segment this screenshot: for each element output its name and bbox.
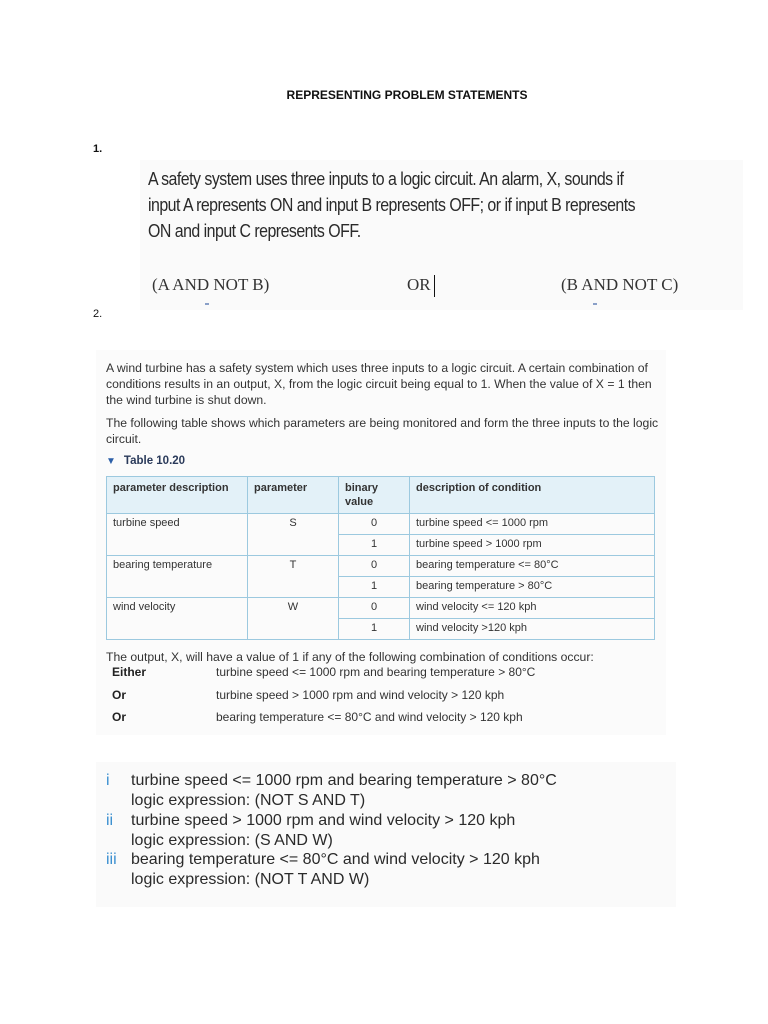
- condition-text: turbine speed > 1000 rpm and wind velocity > 120 kph: [216, 688, 505, 702]
- table-header: parameter description: [107, 477, 248, 514]
- table-cell: [107, 535, 248, 556]
- condition-text: turbine speed <= 1000 rpm and bearing temperature > 80°C: [216, 665, 536, 679]
- table-cell: 0: [339, 514, 410, 535]
- table-cell: 0: [339, 598, 410, 619]
- triangle-down-icon: ▼: [106, 456, 116, 467]
- table-header: description of condition: [410, 477, 655, 514]
- table-row: [107, 556, 655, 577]
- table-cell: turbine speed <= 1000 rpm: [410, 514, 655, 535]
- answer-condition: [106, 850, 540, 870]
- answer-condition: [106, 811, 515, 831]
- answer-condition: [106, 771, 557, 791]
- answer-expression: [106, 870, 369, 890]
- scan-mark: [593, 303, 597, 305]
- table-cell: T: [248, 556, 339, 577]
- table-cell: 1: [339, 535, 410, 556]
- answer-expression: [106, 791, 365, 811]
- table-caption: [106, 455, 185, 467]
- roman-numeral: iii: [106, 851, 117, 868]
- answer-expression-text: logic expression: (NOT T AND W): [131, 871, 370, 888]
- table-row: [107, 619, 655, 640]
- question-2-paragraph-2: The following table shows which parameters are being monitored and form the three inputs to the logic circuit.: [106, 416, 659, 446]
- condition-keyword: Either: [112, 665, 147, 679]
- answer-expression: [106, 831, 333, 851]
- table-cell: bearing temperature: [107, 556, 248, 577]
- expression-left: (A AND NOT B): [152, 275, 270, 294]
- parameters-table: [106, 476, 655, 640]
- table-cell: 1: [339, 577, 410, 598]
- question-1-text: A safety system uses three inputs to a logic circuit. An alarm, X, sounds if input A represents ON and input B represents OFF; or if input B represents ON and input C represents OFF.: [148, 168, 636, 241]
- answer-condition-text: turbine speed <= 1000 rpm and bearing temperature > 80°C: [131, 772, 557, 789]
- condition-row: [112, 688, 504, 702]
- table-cell: [248, 535, 339, 556]
- table-caption-text: Table 10.20: [123, 455, 186, 467]
- table-cell: 0: [339, 556, 410, 577]
- condition-row: [112, 710, 523, 724]
- expression-or: OR: [407, 275, 431, 294]
- condition-keyword: Or: [112, 688, 127, 702]
- condition-text: bearing temperature <= 80°C and wind velocity > 120 kph: [216, 710, 523, 724]
- question-2-number: 2.: [93, 308, 103, 320]
- table-row: [107, 535, 655, 556]
- table-cell: 1: [339, 619, 410, 640]
- table-row: [107, 598, 655, 619]
- table-row: [107, 514, 655, 535]
- condition-keyword: Or: [112, 710, 127, 724]
- answer-expression-text: logic expression: (NOT S AND T): [131, 792, 366, 809]
- expression-right: (B AND NOT C): [561, 275, 679, 294]
- question-1-number: 1.: [93, 143, 103, 155]
- roman-numeral: i: [106, 772, 110, 789]
- answer-condition-text: turbine speed > 1000 rpm and wind velocity > 120 kph: [131, 812, 516, 829]
- table-cell: S: [248, 514, 339, 535]
- table-header-row: [107, 477, 655, 514]
- question-2-paragraph-1: A wind turbine has a safety system which uses three inputs to a logic circuit. A certain combination of conditions results in an output, X, from the logic circuit being equal to 1. When the value of X = 1 then the wind turbine is shut down.: [106, 361, 652, 407]
- answer-expression-text: logic expression: (S AND W): [131, 832, 333, 849]
- table-cell: wind velocity: [107, 598, 248, 619]
- table-header: parameter: [248, 477, 339, 514]
- table-cell: W: [248, 598, 339, 619]
- text-cursor: [434, 275, 435, 297]
- question-2-paragraph-3: The output, X, will have a value of 1 if any of the following combination of conditions occur:: [106, 650, 594, 664]
- roman-numeral: ii: [106, 812, 114, 829]
- table-cell: [107, 577, 248, 598]
- table-cell: turbine speed: [107, 514, 248, 535]
- table-cell: turbine speed > 1000 rpm: [410, 535, 655, 556]
- scan-mark: [205, 303, 209, 305]
- table-cell: [107, 619, 248, 640]
- table-row: [107, 577, 655, 598]
- table-header: binary value: [339, 477, 410, 514]
- table-cell: [248, 619, 339, 640]
- answer-condition-text: bearing temperature <= 80°C and wind velocity > 120 kph: [131, 851, 540, 868]
- table-cell: bearing temperature <= 80°C: [410, 556, 655, 577]
- page-title: REPRESENTING PROBLEM STATEMENTS: [286, 88, 528, 102]
- condition-row: [112, 665, 535, 679]
- table-cell: wind velocity >120 kph: [410, 619, 655, 640]
- table-cell: [248, 577, 339, 598]
- table-cell: wind velocity <= 120 kph: [410, 598, 655, 619]
- table-cell: bearing temperature > 80°C: [410, 577, 655, 598]
